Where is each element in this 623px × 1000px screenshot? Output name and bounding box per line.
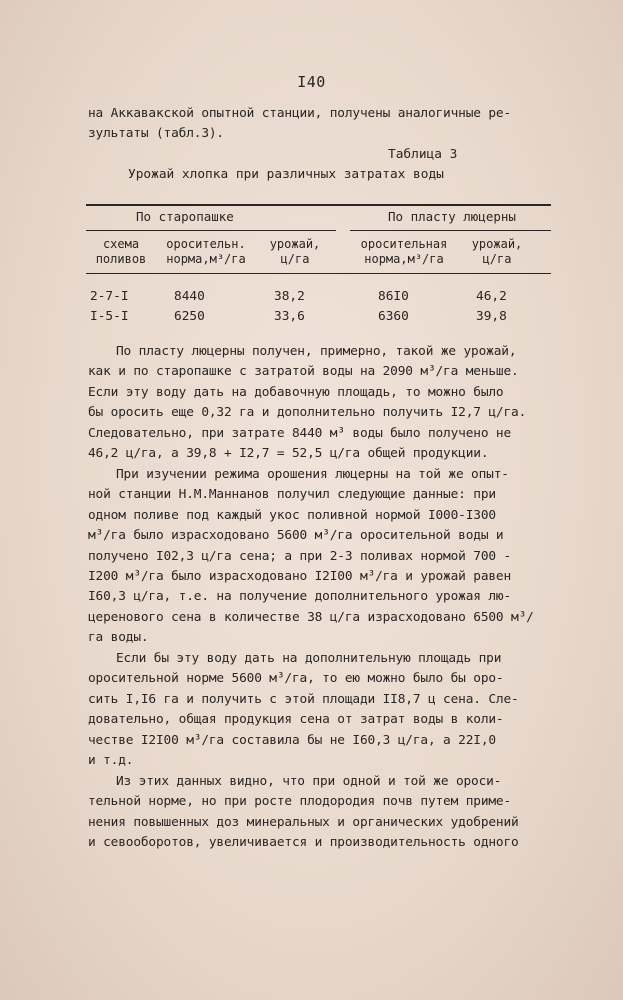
text-line: I200 м³/га было израсходовано I2I00 м³/га и урожай равен <box>88 569 512 585</box>
cell-norm-left: 8440 <box>174 289 205 304</box>
table-top-rule <box>86 204 551 206</box>
cell-norm-left: 6250 <box>174 309 205 324</box>
text-line: на Аккавакской опытной станции, получены аналогичные ре- <box>88 106 512 121</box>
text-line: Следовательно, при затрате 8440 м³ воды было получено не <box>88 425 512 441</box>
group-header-right: По пласту люцерны <box>388 209 516 224</box>
cell-yield-right: 46,2 <box>476 289 507 304</box>
group-header-left: По старопашке <box>136 209 234 224</box>
cell-norm-right: 6360 <box>378 309 409 324</box>
text-line: честве I2I00 м³/га составила бы не I60,3 ц/га, а 22I,0 <box>88 732 496 748</box>
cell-scheme: I-5-I <box>90 309 129 324</box>
table-title: Урожай хлопка при различных затратах воды <box>128 167 444 182</box>
text-line: По пласту люцерны получен, примерно, такой же урожай, <box>116 344 517 359</box>
cell-yield-left: 38,2 <box>274 289 305 304</box>
text-line: сить I,I6 га и получить с этой площади II8,7 ц сена. Сле- <box>88 691 519 707</box>
table-header-rule <box>86 273 551 274</box>
text-line: ной станции Н.М.Маннанов получил следующие данные: при <box>88 487 496 503</box>
text-line: зультаты (табл.3). <box>88 126 224 141</box>
text-line: Если бы эту воду дать на дополнительную площадь при <box>116 651 502 666</box>
table-label: Таблица 3 <box>388 147 458 162</box>
cell-yield-left: 33,6 <box>274 309 305 324</box>
header-scheme: схема поливов <box>95 237 147 266</box>
header-norm-right: оросительная норма,м³/га <box>360 237 448 266</box>
header-yield-left: урожай, ц/га <box>269 237 321 266</box>
text-line: га воды. <box>88 630 149 646</box>
text-line: довательно, общая продукция сена от затрат воды в коли- <box>88 712 504 728</box>
text-line: 46,2 ц/га, а 39,8 + I2,7 = 52,5 ц/га общей продукции. <box>88 446 489 462</box>
text-line: Из этих данных видно, что при одной и той же ороси- <box>116 774 502 789</box>
text-line: и т.д. <box>88 753 134 769</box>
text-line: I60,3 ц/га, т.е. на получение дополнительного урожая лю- <box>88 589 512 605</box>
text-line: одном поливе под каждый укос поливной нормой I000-I300 <box>88 507 496 523</box>
text-line: оросительной норме 5600 м³/га, то ею можно было бы оро- <box>88 671 504 687</box>
header-norm-left: оросительн. норма,м³/га <box>166 237 246 266</box>
text-line: церенового сена в количестве 38 ц/га израсходовано 6500 м³/ <box>88 609 534 625</box>
group-rule-left <box>86 230 336 232</box>
text-line: бы оросить еще 0,32 га и дополнительно получить I2,7 ц/га. <box>88 405 527 421</box>
paragraph-4 <box>88 772 519 854</box>
page-number: I40 <box>297 73 326 91</box>
text-line: Если эту воду дать на добавочную площадь, то можно было <box>88 384 504 400</box>
header-yield-right: урожай, ц/га <box>471 237 523 266</box>
intro-text <box>88 104 511 144</box>
text-line: как и по старопашке с затратой воды на 2090 м³/га меньше. <box>88 364 519 380</box>
paragraph-1 <box>88 342 526 464</box>
text-line: м³/га было израсходовано 5600 м³/га оросительной воды и <box>88 528 504 544</box>
text-line: и севооборотов, увеличивается и производительность одного <box>88 835 519 851</box>
cell-scheme: 2-7-I <box>90 289 129 304</box>
text-line: нения повышенных доз минеральных и органических удобрений <box>88 814 519 830</box>
cell-yield-right: 39,8 <box>476 309 507 324</box>
text-line: получено I02,3 ц/га сена; а при 2-3 поливах нормой 700 - <box>88 548 512 564</box>
paragraph-3 <box>88 649 519 771</box>
text-line: При изучении режима орошения люцерны на той же опыт- <box>116 467 509 482</box>
cell-norm-right: 86I0 <box>378 289 409 304</box>
text-line: тельной норме, но при росте плодородия почв путем приме- <box>88 794 512 810</box>
group-rule-right <box>350 230 551 232</box>
paragraph-2 <box>88 465 534 649</box>
